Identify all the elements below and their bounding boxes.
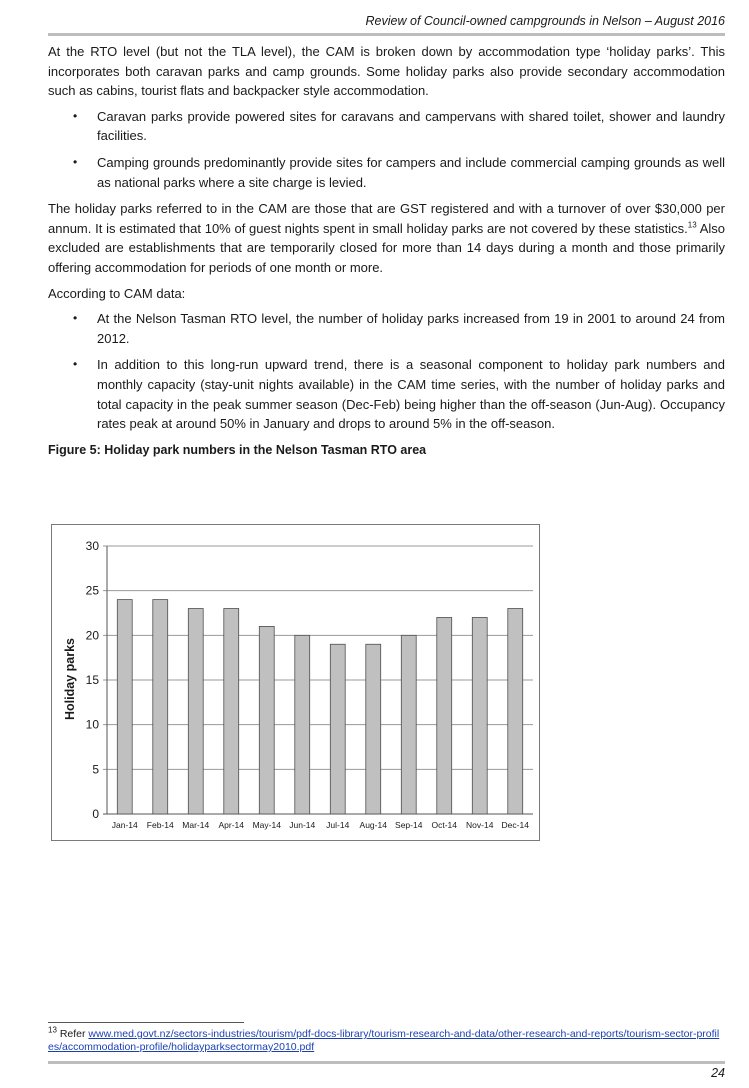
x-tick-label: Jul-14 (326, 820, 350, 830)
y-tick-label: 10 (85, 717, 99, 732)
x-tick-label: Feb-14 (146, 820, 174, 830)
footnote-link[interactable]: www.med.govt.nz/sectors-industries/tourism/pdf-docs-library/tourism-research-and-data/other-research-and-reports/tourism-sector-profiles/accommodation-profile/holidayparksectormay2010.pdf (48, 1028, 720, 1053)
holiday-parks-chart (51, 524, 540, 841)
list-item (48, 309, 725, 348)
bar (508, 609, 523, 814)
x-tick-label: Oct-14 (431, 820, 458, 830)
x-tick-label: Aug-14 (359, 820, 387, 830)
footnote-rule (48, 1022, 244, 1023)
list-item-text: Caravan parks provide powered sites for caravans and campervans with shared toilet, shower and laundry facilities. (97, 108, 725, 144)
list-item-text: Camping grounds predominantly provide sites for campers and include commercial camping grounds as well as national parks where a site charge is levied. (97, 154, 725, 190)
list-item (48, 153, 725, 192)
footnote-reference[interactable]: 13 (687, 220, 697, 230)
y-tick-label: 20 (85, 628, 99, 643)
page-number: 24 (711, 1066, 725, 1080)
y-axis-label: Holiday parks (63, 638, 77, 720)
cam-definition-paragraph (48, 199, 725, 277)
footnote-number: 13 (48, 1025, 57, 1035)
figure-title: Figure 5: Holiday park numbers in the Nelson Tasman RTO area (48, 442, 427, 457)
paragraph-text: The holiday parks referred to in the CAM are those that are GST registered and with a turnover of over $30,000 per annum. It is estimated that 10% of guest nights spent in small holiday parks are not covered by these statistics. (48, 201, 725, 236)
y-tick-label: 0 (92, 807, 99, 821)
intro-paragraph: At the RTO level (but not the TLA level), the CAM is broken down by accommodation type ‘holiday parks’. This incorporates both caravan parks and camp grounds. Some holiday parks also provide secondary accommodation such as cabins, tourist flats and backpacker style accommodation. (48, 44, 725, 99)
bar (366, 644, 381, 814)
y-tick-label: 15 (85, 673, 99, 687)
bullet-icon: • (73, 357, 78, 372)
x-tick-label: Sep-14 (395, 820, 423, 830)
y-tick-label: 25 (85, 583, 99, 598)
header-rule (48, 33, 725, 36)
paragraph-text: Also excluded are establishments that are temporarily closed for more than 14 days during a month and those primarily offering accommodation for periods of one month or more. (48, 220, 725, 275)
bullet-icon: • (73, 108, 78, 123)
y-tick-label: 30 (85, 539, 99, 553)
bar (437, 617, 452, 814)
bar (295, 635, 310, 814)
bar (188, 609, 203, 814)
bullet-icon: • (73, 311, 78, 326)
cam-data-list (48, 309, 725, 434)
accommodation-type-list (48, 107, 725, 192)
running-header: Review of Council-owned campgrounds in Nelson – August 2016 (365, 14, 725, 28)
footnote (48, 1025, 725, 1054)
bar (224, 609, 239, 814)
bar (153, 600, 168, 814)
list-item-text: In addition to this long-run upward trend, there is a seasonal component to holiday park numbers and monthly capacity (stay-unit nights available) in the CAM time series, with the number of holiday parks and total capacity in the peak summer season (Dec-Feb) being higher than the off-season (Jun-Aug). Occupancy rates peak at around 50% in January and drops to around 5% in the off-season. (97, 357, 725, 432)
list-item (48, 107, 725, 146)
bar (401, 635, 416, 814)
x-tick-label: Mar-14 (182, 820, 210, 830)
bar (259, 626, 274, 814)
bar (472, 617, 487, 814)
x-tick-label: May-14 (252, 820, 281, 830)
x-tick-label: Dec-14 (501, 820, 529, 830)
bullet-icon: • (73, 154, 78, 169)
y-tick-label: 5 (92, 762, 99, 777)
cam-data-intro: According to CAM data: (48, 285, 186, 301)
footnote-prefix: Refer (56, 1028, 89, 1040)
list-item (48, 355, 725, 433)
chart-svg (52, 525, 539, 840)
bar (330, 644, 345, 814)
bar (117, 600, 132, 814)
page-body (48, 42, 725, 460)
x-tick-label: Apr-14 (218, 820, 245, 830)
footer-rule (48, 1061, 725, 1064)
list-item-text: At the Nelson Tasman RTO level, the number of holiday parks increased from 19 in 2001 to around 24 from 2012. (97, 311, 725, 346)
x-tick-label: Nov-14 (466, 820, 494, 830)
x-tick-label: Jun-14 (289, 820, 316, 830)
x-tick-label: Jan-14 (111, 820, 138, 830)
